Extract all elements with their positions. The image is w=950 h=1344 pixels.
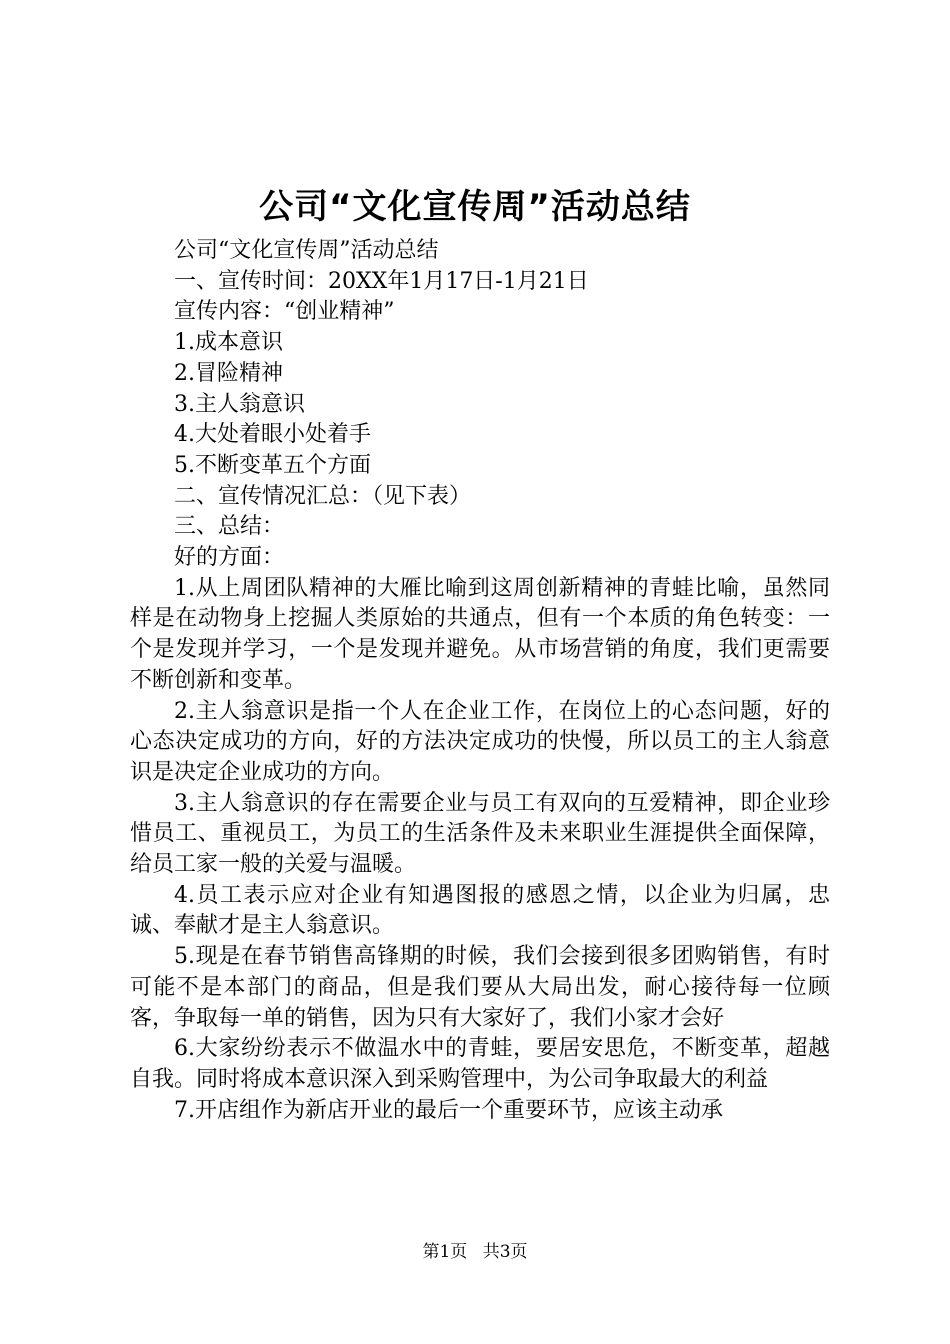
list-item: 3.主人翁意识 <box>174 391 305 417</box>
paragraph: 7.开店组作为新店开业的最后一个重要环节，应该主动承 <box>174 1097 723 1123</box>
list-item: 5.不断变革五个方面 <box>174 452 371 478</box>
subtitle-line: 公司“文化宣传周”活动总结 <box>174 238 439 263</box>
document-title: 公司“文化宣传周”活动总结 <box>259 187 691 227</box>
page-number: 第1页 <box>422 1242 468 1262</box>
paragraph: 6.大家纷纷表示不做温水中的青蛙，要居安思危，不断变革，超越自我。同时将成本意识深入到采购管理中，为公司争取最大的利益 <box>130 1036 830 1092</box>
section-time-line: 一、宣传时间：20XX年1月17日-1月21日 <box>174 268 589 294</box>
paragraph: 3.主人翁意识的存在需要企业与员工有双向的互爱精神，即企业珍惜员工、重视员工，为员工的生活条件及未来职业生涯提供全面保障，给员工家一般的关爱与温暖。 <box>130 790 830 878</box>
document-body <box>130 236 830 1126</box>
paragraph: 4.员工表示应对企业有知遇图报的感恩之情，以企业为归属，忠诚、奉献才是主人翁意识。 <box>130 882 830 939</box>
good-aspects-line: 好的方面： <box>174 545 285 571</box>
paragraph: 1.从上周团队精神的大雁比喻到这周创新精神的青蛙比喻，虽然同样是在动物身上挖掘人类原始的共通点，但有一个本质的角色转变：一个是发现并学习，一个是发现并避免。从市场营销的角度，我们更需要不断创新和变革。 <box>130 575 830 693</box>
paragraph: 2.主人翁意识是指一个人在企业工作，在岗位上的心态问题，好的心态决定成功的方向，好的方法决定成功的快慢，所以员工的主人翁意识是决定企业成功的方向。 <box>130 698 830 785</box>
page-footer <box>0 1240 950 1264</box>
paragraph: 5.现是在春节销售高锋期的时候，我们会接到很多团购销售，有时可能不是本部门的商品，但是我们要从大局出发，耐心接待每一位顾客，争取每一单的销售，因为只有大家好了，我们小家才会好 <box>130 944 830 1031</box>
page-total: 共3页 <box>482 1242 528 1262</box>
section-summary-line: 二、宣传情况汇总：（见下表） <box>174 483 472 509</box>
content-line: 宣传内容：“创业精神” <box>174 299 395 325</box>
section-conclusion-line: 三、总结： <box>174 514 285 540</box>
list-item: 2.冒险精神 <box>174 360 283 386</box>
list-item: 4.大处着眼小处着手 <box>174 422 371 448</box>
list-item: 1.成本意识 <box>174 330 283 356</box>
